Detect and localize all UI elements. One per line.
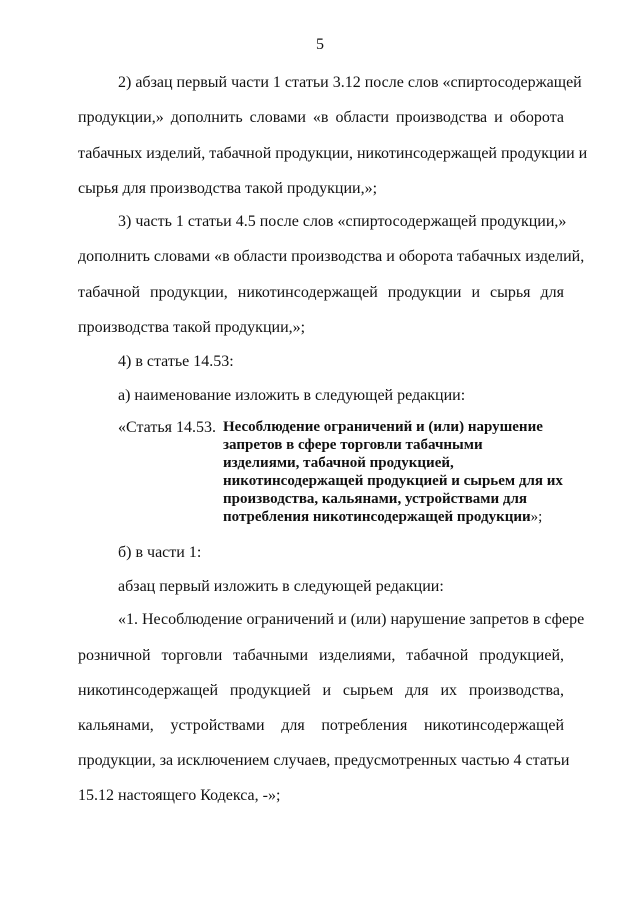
paragraph-2-line-3: табачных изделий, табачной продукции, никотинсодержащей продукции и <box>78 145 588 162</box>
paragraph-5-line-5: продукции, за исключением случаев, предусмотренных частью 4 статьи <box>78 752 570 769</box>
paragraph-5-line-3: никотинсодержащей продукцией и сырьем для их производства, <box>78 682 564 699</box>
paragraph-5-line-6: 15.12 настоящего Кодекса, -»; <box>78 787 281 804</box>
article-title-line-6-text: потребления никотинсодержащей продукции <box>223 509 531 525</box>
paragraph-4: 4) в статье 14.53: <box>118 353 234 370</box>
paragraph-c: абзац первый изложить в следующей редакции: <box>118 578 444 595</box>
article-title-line-3: изделиями, табачной продукцией, <box>223 455 454 471</box>
paragraph-5-line-1: «1. Несоблюдение ограничений и (или) нарушение запретов в сфере <box>118 611 585 628</box>
paragraph-3-line-4: производства такой продукции,»; <box>78 319 306 336</box>
paragraph-3-line-3: табачной продукции, никотинсодержащей продукции и сырья для <box>78 284 564 301</box>
paragraph-5-line-2: розничной торговли табачными изделиями, табачной продукцией, <box>78 647 564 664</box>
paragraph-b: б) в части 1: <box>118 544 202 561</box>
paragraph-a: а) наименование изложить в следующей редакции: <box>118 387 466 404</box>
article-title-line-5: производства, кальянами, устройствами для <box>223 491 528 507</box>
article-title-line-4: никотинсодержащей продукцией и сырьем для их <box>223 473 563 489</box>
paragraph-2-line-2: продукции,» дополнить словами «в области производства и оборота <box>78 109 564 126</box>
paragraph-2-line-1: 2) абзац первый части 1 статьи 3.12 после слов «спиртосодержащей <box>118 74 582 91</box>
paragraph-3-line-1: 3) часть 1 статьи 4.5 после слов «спиртосодержащей продукции,» <box>118 213 567 230</box>
article-title-line-2: запретов в сфере торговли табачными <box>223 437 483 453</box>
article-title-line-1: Несоблюдение ограничений и (или) нарушение <box>223 419 543 435</box>
article-title-line-6 <box>223 508 568 526</box>
article-title-tail: »; <box>530 509 543 525</box>
article-label: «Статья 14.53. <box>118 419 216 436</box>
paragraph-3-line-2: дополнить словами «в области производства и оборота табачных изделий, <box>78 248 585 265</box>
paragraph-2-line-4: сырья для производства такой продукции,»; <box>78 180 378 197</box>
article-title <box>223 418 568 526</box>
page-number: 5 <box>316 36 324 53</box>
paragraph-5-line-4: кальянами, устройствами для потребления никотинсодержащей <box>78 717 564 734</box>
